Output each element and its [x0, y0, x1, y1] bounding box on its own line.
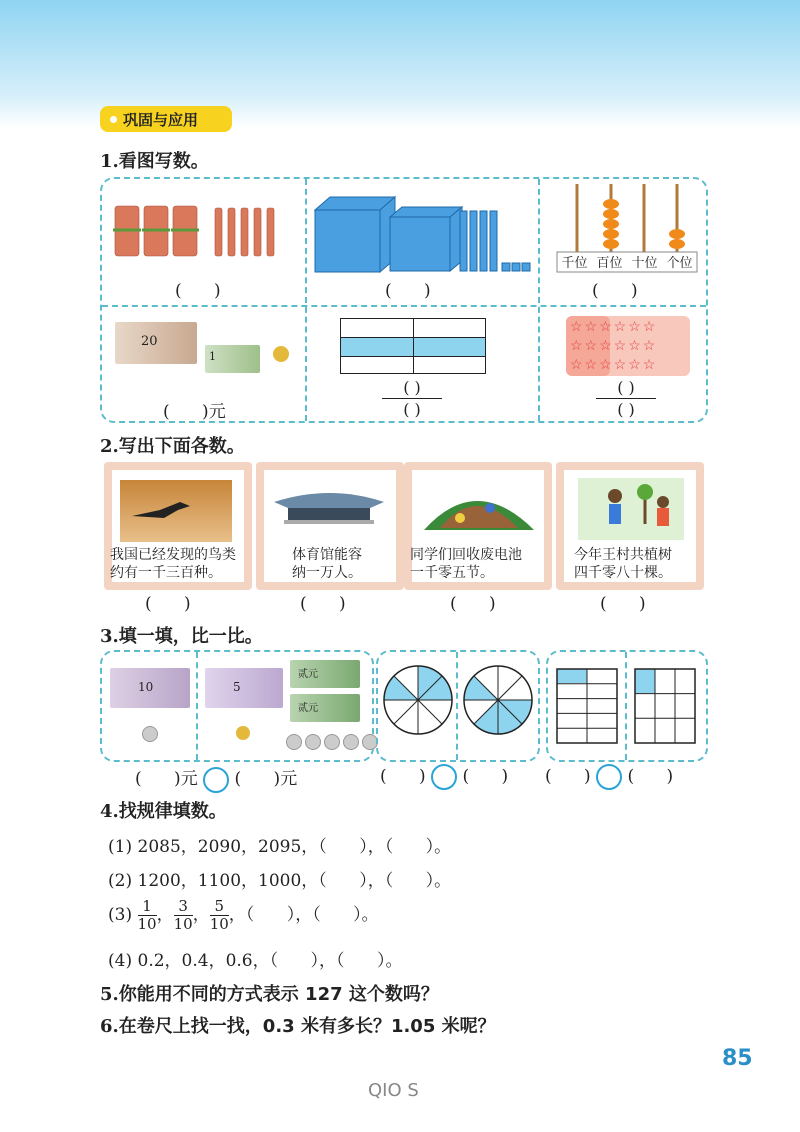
fraction-numerator[interactable]: ( ) [617, 378, 635, 397]
sequence-text[interactable]: ，（ ），（ ）。 [228, 905, 379, 925]
abacus-label: 千位 [561, 256, 588, 271]
q3-answer-blank[interactable]: ( )元 [234, 769, 298, 789]
banknote-value: 1 [209, 350, 216, 363]
compare-circle[interactable] [596, 764, 622, 790]
fraction-denominator[interactable]: ( ) [617, 400, 635, 419]
fraction-rectangle [340, 318, 486, 374]
q2-caption: 今年王村共植树 四千零八十棵。 [574, 547, 672, 581]
banknote-5 [205, 668, 283, 708]
q2-caption: 同学们回收废电池 一千零五节。 [410, 547, 522, 581]
q3-answer-blank[interactable]: ( ) [462, 766, 509, 787]
q3-answer-blank[interactable]: ( ) [380, 766, 426, 787]
q1-divider [305, 179, 307, 421]
q2-answer-blank[interactable]: ( ) [300, 594, 346, 614]
coin-icon [343, 734, 359, 750]
grid-fraction [634, 668, 696, 744]
fraction: $\frac{3}{10}$ [173, 897, 193, 933]
base-ten-blocks-image [310, 195, 535, 275]
sequence-text[interactable]: 2085，2090，2095，（ ），（ ）。 [137, 837, 452, 857]
fraction-denominator[interactable]: ( ) [403, 400, 421, 419]
fraction-blank[interactable] [596, 378, 656, 419]
coin-icon [324, 734, 340, 750]
stick-bundles-image [110, 200, 290, 262]
q1-answer-blank[interactable]: ( ) [592, 281, 638, 301]
q3-divider [625, 652, 627, 760]
q4-row: (1) 2085，2090，2095，（ ），（ ）。 [108, 837, 452, 857]
abacus-label: 百位 [596, 256, 623, 271]
q3-answer-blank[interactable]: ( ) [627, 766, 674, 787]
q4-row: (3) $\frac{1}{10}$ ， $\frac{3}{10}$ ， $\frac{5}{10}$ ，（ ），（ ）。 [108, 897, 379, 933]
fraction-blank[interactable] [382, 378, 442, 419]
coin-icon [273, 346, 289, 362]
circle-fraction [380, 662, 456, 738]
q4-title: 4.找规律填数。 [100, 801, 227, 822]
star-icon: ☆☆☆☆☆☆ ☆☆☆☆☆☆ ☆☆☆☆☆☆ [570, 319, 658, 373]
banknote-2 [290, 660, 360, 688]
q1-answer-blank[interactable]: ( ) [175, 281, 221, 301]
q2-answer-blank[interactable]: ( ) [600, 594, 646, 614]
q2-title: 2.写出下面各数。 [100, 436, 245, 457]
banknote-10 [110, 668, 190, 708]
abacus-label: 十位 [631, 256, 658, 271]
circle-fraction [460, 662, 536, 738]
q3-answer-row-grids [545, 764, 673, 790]
q2-caption: 我国已经发现的鸟类 约有一千三百种。 [110, 547, 236, 581]
abacus-labels [557, 252, 697, 271]
watermark: QIO S [368, 1080, 419, 1101]
banknote-20 [115, 322, 197, 364]
stars-group [566, 316, 690, 376]
q2-caption: 体育馆能容 纳一万人。 [292, 547, 362, 581]
banknote-value: 20 [141, 334, 158, 349]
q1-divider [538, 179, 540, 421]
q1-answer-blank[interactable]: ( )元 [163, 402, 226, 422]
q1-answer-blank[interactable]: ( ) [385, 281, 431, 301]
page-number: 85 [722, 1046, 753, 1071]
compare-circle[interactable] [431, 764, 457, 790]
section-badge-label: 巩固与应用 [123, 110, 199, 129]
banknote-value: 10 [138, 680, 154, 694]
banknote-value: 贰元 [298, 669, 318, 680]
q4-row: (4) 0.2，0.4，0.6，（ ），（ ）。 [108, 951, 403, 971]
q3-title: 3.填一填，比一比。 [100, 626, 263, 647]
q3-answer-blank[interactable]: ( ) [545, 766, 591, 787]
q5-title: 5.你能用不同的方式表示 127 这个数吗？ [100, 984, 439, 1005]
children-planting-icon [585, 484, 681, 538]
sequence-text[interactable]: 1200，1100，1000，（ ），（ ）。 [137, 871, 452, 891]
coins-group [286, 734, 378, 750]
abacus-label: 个位 [666, 256, 693, 271]
compare-circle[interactable] [203, 767, 229, 793]
q1-title: 1.看图写数。 [100, 151, 209, 172]
stadium-icon [270, 484, 388, 528]
coin-icon [142, 726, 158, 742]
q3-answer-blank[interactable]: ( )元 [135, 769, 198, 789]
q6-title: 6.在卷尺上找一找，0.3 米有多长？1.05 米呢？ [100, 1016, 496, 1037]
q3-divider [456, 652, 458, 760]
section-badge [100, 106, 232, 132]
battery-pile-icon [420, 478, 538, 534]
banknote-value: 贰元 [298, 703, 318, 714]
coin-icon [236, 726, 250, 740]
banknote-2 [290, 694, 360, 722]
banknote-value: 5 [233, 680, 241, 694]
fraction-numerator[interactable]: ( ) [403, 378, 421, 397]
coin-icon [286, 734, 302, 750]
q4-row: (2) 1200，1100，1000，（ ），（ ）。 [108, 871, 452, 891]
q3-divider [196, 652, 198, 760]
q2-answer-blank[interactable]: ( ) [450, 594, 496, 614]
q2-answer-blank[interactable]: ( ) [145, 594, 191, 614]
fraction: $\frac{1}{10}$ [137, 897, 157, 933]
fraction: $\frac{5}{10}$ [209, 897, 229, 933]
banknote-1 [205, 345, 260, 373]
q3-answer-row-money [135, 764, 297, 793]
magpie-icon [130, 496, 200, 526]
coin-icon [305, 734, 321, 750]
badge-dot [110, 116, 117, 123]
q3-answer-row-circles [380, 764, 508, 790]
sequence-text[interactable]: 0.2，0.4，0.6，（ ），（ ）。 [137, 951, 403, 971]
grid-fraction [556, 668, 618, 744]
q1-divider [102, 305, 706, 307]
